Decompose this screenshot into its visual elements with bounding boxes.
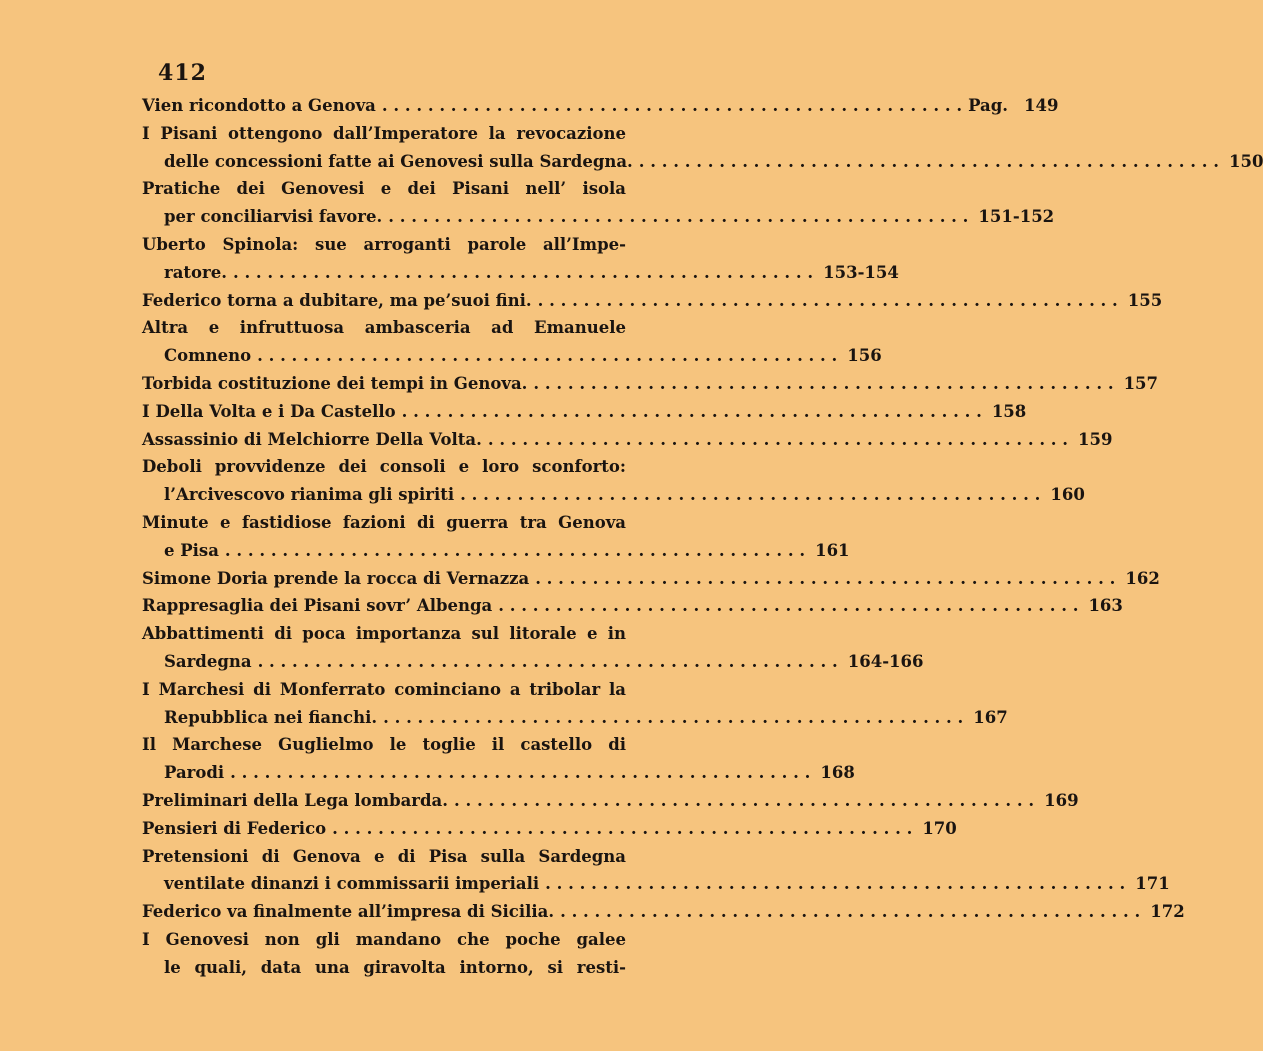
toc-entry-line — [142, 342, 882, 370]
toc-entry-text: Preliminari della Lega lombarda. — [142, 790, 448, 810]
toc-entry-line — [142, 370, 1159, 398]
toc-entry-line — [142, 565, 1160, 593]
toc-entry-text: Federico va finalmente all’impresa di Sicilia. — [142, 902, 555, 922]
toc-entry-text: Sardegna — [164, 651, 252, 671]
page-reference: 172 — [1150, 902, 1185, 922]
page-reference: 159 — [1078, 429, 1113, 449]
dot-leader — [482, 426, 1074, 454]
page-reference: 162 — [1125, 568, 1160, 588]
toc-entry-line — [142, 203, 1055, 231]
page-reference: 157 — [1123, 373, 1159, 393]
toc-entry-text: Vien ricondotto a Genova — [142, 96, 376, 115]
toc-entry-text: Pretensioni di Genova e di Pisa sulla Sardegna — [142, 846, 626, 866]
toc-entry-text: Uberto Spinola: sue arroganti parole all’Impe- — [142, 234, 626, 254]
toc-entry-text: per conciliarvisi favore. — [164, 207, 383, 227]
toc-entry-text: Deboli provvidenze dei consoli e loro sconforto: — [142, 457, 626, 477]
toc-entry-text: e Pisa — [164, 540, 219, 560]
page-reference: 156 — [847, 346, 882, 366]
toc-entry-text: ventilate dinanzi i commissarii imperiali — [164, 874, 540, 894]
toc-entry-line — [142, 898, 1185, 926]
toc-entry-line — [142, 926, 626, 954]
toc-entry-text: Pratiche dei Genovesi e dei Pisani nell’ isola — [142, 179, 626, 199]
dot-leader — [396, 398, 988, 426]
toc-entry-line — [142, 148, 1263, 176]
dot-leader — [529, 565, 1121, 593]
dot-leader — [527, 370, 1119, 398]
toc-entry-line — [142, 231, 626, 259]
toc-entry-line — [142, 314, 626, 342]
dot-leader — [326, 815, 918, 843]
toc-entry-line — [142, 398, 1027, 426]
toc-entry-line — [142, 676, 626, 704]
dot-leader — [224, 759, 816, 787]
page-reference: 153-154 — [823, 262, 899, 282]
dot-leader — [377, 704, 969, 732]
toc-entry-text: Assassinio di Melchiorre Della Volta. — [142, 429, 482, 449]
toc-entry-line — [142, 787, 1079, 815]
dot-leader — [448, 787, 1040, 815]
toc-entry-text: Rappresaglia dei Pisani sovr’ Albenga — [142, 596, 493, 616]
page-reference: 168 — [820, 763, 855, 783]
toc-entry-line — [142, 843, 626, 871]
toc-entry-line — [142, 287, 1163, 315]
toc-entry-line — [142, 759, 855, 787]
toc-entry-text: Parodi — [164, 763, 225, 783]
toc-entry-line — [142, 175, 626, 203]
dot-leader — [376, 92, 968, 120]
page-reference: 149 — [1024, 96, 1059, 115]
page-reference: 169 — [1044, 790, 1079, 810]
page-reference: 150 — [1228, 151, 1263, 171]
toc-entry-line — [142, 92, 1059, 120]
toc-entry-line — [142, 704, 1008, 732]
toc-entry-text: Minute e fastidiose fazioni di guerra tra Genova — [142, 512, 626, 532]
toc-entry-line — [142, 620, 626, 648]
toc-entry-text: Comneno — [164, 346, 252, 366]
page-reference: 155 — [1127, 290, 1163, 310]
toc-entry-text: Torbida costituzione dei tempi in Genova. — [142, 373, 528, 393]
dot-leader — [252, 648, 844, 676]
toc-entry-text: Il Marchese Guglielmo le toglie il castello di — [142, 735, 626, 755]
toc-entry-line — [142, 648, 924, 676]
toc-entry-text: le quali, data una giravolta intorno, si resti- — [164, 957, 626, 977]
dot-leader — [492, 592, 1084, 620]
toc-entry-line — [142, 453, 626, 481]
toc-entry-text: Simone Doria prende la rocca di Vernazza — [142, 568, 530, 588]
page-reference: 170 — [922, 818, 957, 838]
dot-leader — [539, 870, 1131, 898]
page-reference: 151-152 — [978, 207, 1055, 227]
toc-entry-line — [142, 731, 626, 759]
toc-entry-line — [142, 870, 1170, 898]
table-of-contents — [142, 92, 1263, 982]
toc-entry-line — [142, 481, 1085, 509]
toc-entry-text: delle concessioni fatte ai Genovesi sulla Sardegna. — [164, 151, 633, 171]
dot-leader — [227, 259, 819, 287]
toc-entry-line — [142, 954, 626, 982]
toc-entry-line — [142, 426, 1113, 454]
page-number: 412 — [158, 60, 207, 86]
page-reference: 163 — [1088, 596, 1123, 616]
toc-entry-line — [142, 509, 626, 537]
toc-entry-text: l’Arcivescovo rianima gli spiriti — [164, 485, 455, 505]
toc-entry-text: I Genovesi non gli mandano che poche galee — [142, 929, 626, 949]
toc-entry-line — [142, 592, 1123, 620]
dot-leader — [219, 537, 811, 565]
page-reference: 160 — [1050, 485, 1085, 505]
page-reference: 167 — [973, 707, 1008, 727]
page-reference: 171 — [1135, 874, 1170, 894]
toc-entry-line — [142, 120, 626, 148]
dot-leader — [454, 481, 1046, 509]
toc-entry-text: I Marchesi di Monferrato cominciano a tribolar la — [142, 679, 626, 699]
dot-leader — [633, 148, 1225, 176]
toc-entry-line — [142, 537, 850, 565]
page-label: Pag. — [968, 96, 1008, 115]
page-reference: 158 — [991, 401, 1027, 421]
page-reference: 161 — [815, 540, 850, 560]
toc-entry-text: Altra e infruttuosa ambasceria ad Emanuele — [142, 318, 626, 338]
toc-entry-text: I Pisani ottengono dall’Imperatore la revocazione — [142, 123, 626, 143]
toc-entry-line — [142, 259, 899, 287]
dot-leader — [251, 342, 843, 370]
dot-leader — [554, 898, 1146, 926]
toc-entry-text: Repubblica nei fianchi. — [164, 707, 378, 727]
toc-entry-text: Federico torna a dubitare, ma pe’suoi fini. — [142, 290, 532, 310]
page-reference: 164-166 — [847, 651, 924, 671]
toc-entry-line — [142, 815, 957, 843]
toc-entry-text: ratore. — [164, 262, 227, 282]
dot-leader — [532, 287, 1124, 315]
toc-entry-text: Abbattimenti di poca importanza sul litorale e in — [142, 624, 626, 644]
dot-leader — [382, 203, 974, 231]
toc-entry-text: I Della Volta e i Da Castello — [142, 401, 396, 421]
toc-entry-text: Pensieri di Federico — [142, 818, 327, 838]
